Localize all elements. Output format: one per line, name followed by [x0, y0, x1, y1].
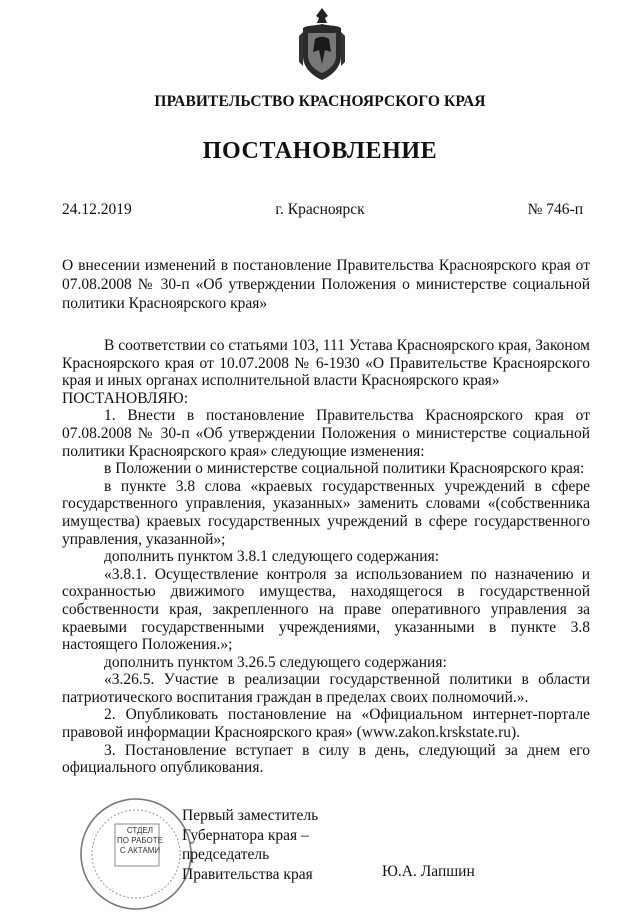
document-city: г. Красноярск	[275, 201, 365, 218]
clause-1-amendment-b-text: «3.8.1. Осуществление контроля за использованием по назначению и сохранностью движимого имущества, находящегося в государственной собственности края, закрепленного на праве оперативного управления за краевыми государственными учреждениями, указанными в пункте 3.8 настоящего Положения.»;	[62, 565, 590, 654]
clause-1: 1. Внести в постановление Правительства Красноярского края от 07.08.2008 № 30-п «Об утверждении Положения о министерстве социальной политики Красноярского края» следующие изменения:	[62, 407, 590, 460]
signer-position	[182, 806, 318, 884]
clause-1-amendment-c: дополнить пунктом 3.26.5 следующего содержания:	[104, 653, 447, 671]
seal-line-2: ПО РАБОТЕ	[117, 836, 163, 845]
document-date: 24.12.2019	[62, 201, 132, 218]
clause-1-intro: в Положении о министерстве социальной политики Красноярского края:	[104, 460, 585, 478]
signer-name: Ю.А. Лапшин	[382, 863, 475, 880]
signer-line-3: председатель	[182, 846, 270, 863]
document-number: № 746-п	[527, 201, 583, 218]
document-title: ПОСТАНОВЛЕНИЕ	[202, 138, 438, 164]
signer-line-4: Правительства края	[182, 865, 313, 883]
clause-3: 3. Постановление вступает в силу в день, следующий за днем его официального опубликования.	[62, 741, 590, 777]
signer-line-1: Первый заместитель	[182, 807, 319, 824]
government-name: ПРАВИТЕЛЬСТВО КРАСНОЯРСКОГО КРАЯ	[154, 93, 486, 110]
seal-line-3: С АКТАМИ	[119, 846, 161, 855]
signer-line-2: Губернатора края –	[182, 826, 309, 844]
clause-1-amendment-c-text: «3.26.5. Участие в реализации государственной политики в области патриотического воспитания граждан в пределах своих полномочий.».	[62, 671, 590, 706]
clause-2: 2. Опубликовать постановление на «Официальном интернет-портале правовой информации Красноярского края» (www.zakon.krskstate.ru).	[62, 706, 590, 742]
document-subject: О внесении изменений в постановление Правительства Красноярского края от 07.08.2008 № 30-п «Об утверждении Положения о министерстве социальной политики Красноярского края»	[62, 257, 590, 312]
clause-1-amendment-a: в пункте 3.8 слова «краевых государственных учреждений в сфере государственного управления, указанных» заменить словами «(собственника имущества) краевых государственных учреждений в сфере государственного управления, указанной»;	[62, 477, 590, 548]
clause-1-amendment-b: дополнить пунктом 3.8.1 следующего содержания:	[104, 548, 439, 566]
seal-inner-box	[117, 826, 163, 856]
resolve-word: ПОСТАНОВЛЯЮ:	[62, 389, 189, 407]
seal-line-1: СТДЕЛ	[126, 826, 154, 835]
preamble-paragraph: В соответствии со статьями 103, 111 Устава Красноярского края, Законом Красноярского края от 10.07.2008 № 6-1930 «О Правительстве Красноярского края и иных органах исполнительной власти Красноярского края»	[62, 337, 590, 390]
